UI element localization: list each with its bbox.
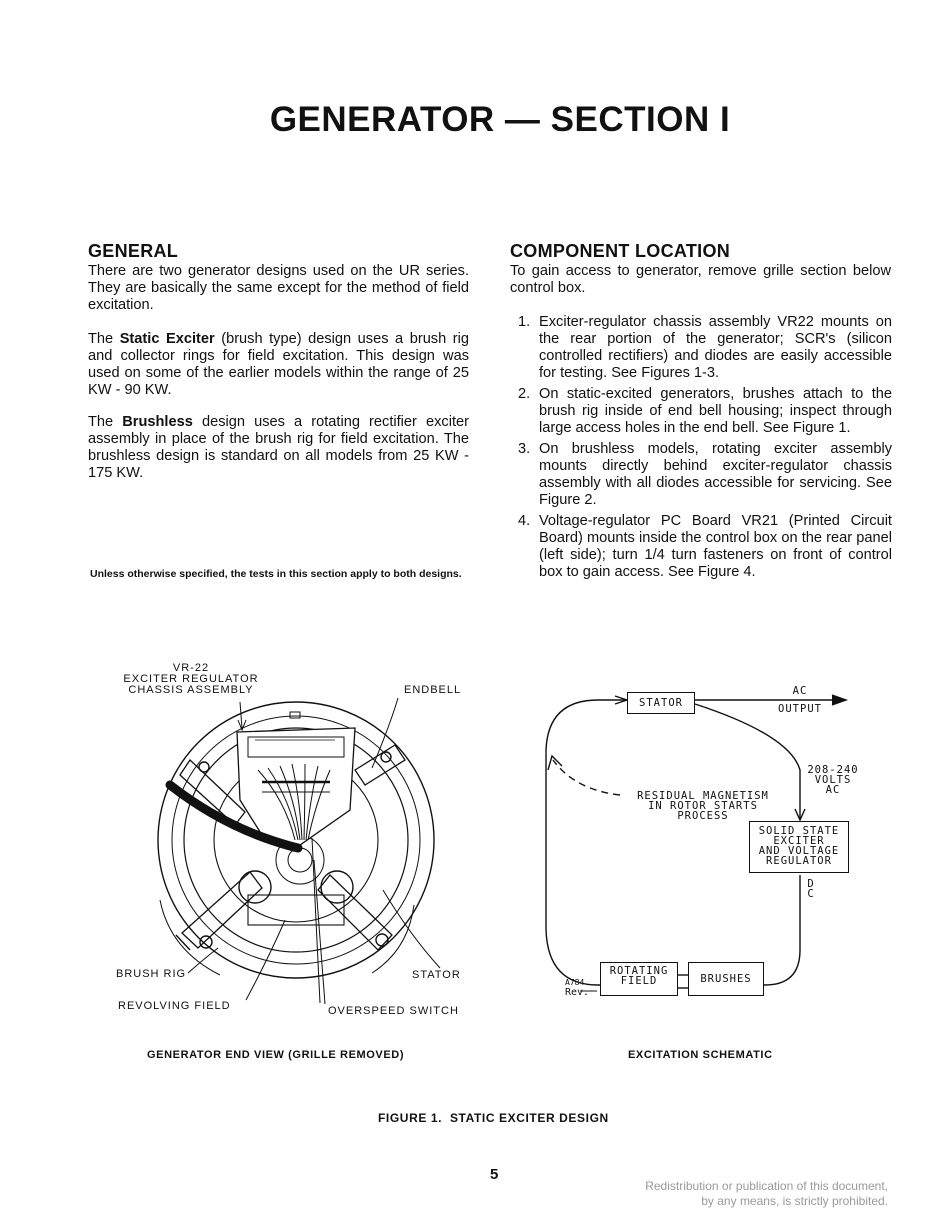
item-text: Voltage-regulator PC Board VR21 (Printed Circuit Board) mounts inside the control box on the rear panel (left side); turn 1/4 turn fasteners on front of control box to gain access. See Figure 4. [539, 513, 892, 580]
list-item [511, 441, 892, 509]
p2-prefix: The [88, 331, 120, 347]
p2-suffix: (brush type) design uses a brush rig and collector rings for field excitation. This design was used on some of the earlier models within the range of 25 KW - 90 KW. [88, 331, 469, 398]
vr22-label [116, 663, 266, 696]
list-item [511, 386, 892, 437]
component-location-intro: To gain access to generator, remove grille section below control box. [510, 263, 891, 296]
schematic-caption: EXCITATION SCHEMATIC [628, 1049, 773, 1061]
drawing-no: A784 [565, 978, 585, 987]
component-location-list [511, 314, 892, 585]
rotating-field-box [600, 962, 678, 996]
output-label: OUTPUT [778, 703, 822, 715]
volts-label [802, 765, 864, 795]
figure-caption: FIGURE 1. STATIC EXCITER DESIGN [378, 1111, 609, 1125]
volts-line3: AC [825, 784, 841, 796]
vr22-label-line3: CHASSIS ASSEMBLY [128, 684, 254, 696]
ac-label: AC [792, 685, 808, 697]
list-item [511, 513, 892, 581]
vr22-label-line2: EXCITER REGULATOR [123, 673, 259, 685]
page-title: GENERATOR — SECTION I [269, 100, 731, 139]
regulator-line3: AND VOLTAGE [758, 845, 840, 857]
list-item [511, 314, 892, 382]
p3-suffix: design uses a rotating rectifier exciter assembly in place of the brush rig for field excitation. The brushless design is standard on all models from 25 KW - 175 KW. [88, 414, 469, 481]
brushless-term: Brushless [122, 414, 193, 430]
dc-label [804, 879, 818, 899]
dc-line2: C [807, 888, 815, 900]
brushes-box: BRUSHES [688, 962, 764, 996]
volts-line2: VOLTS [814, 774, 852, 786]
vr22-label-line1: VR-22 [172, 662, 210, 674]
drawing-rev: Rev. [565, 987, 590, 998]
endbell-outer-ring [158, 702, 434, 978]
general-heading: GENERAL [88, 241, 179, 261]
tests-note: Unless otherwise specified, the tests in this section apply to both designs. [90, 568, 462, 580]
overspeed-switch-label: OVERSPEED SWITCH [328, 1005, 459, 1017]
revolving-field-label: REVOLVING FIELD [118, 1000, 231, 1012]
regulator-line1: SOLID STATE [758, 825, 840, 837]
item-text: Exciter-regulator chassis assembly VR22 mounts on the rear portion of the generator; SCR's (silicon controlled rectifiers) and diodes are easily accessible for testing. See Figures 1-3. [539, 314, 892, 381]
item-number: 1. [518, 314, 531, 330]
end-view-caption: GENERATOR END VIEW (GRILLE REMOVED) [147, 1049, 405, 1061]
endbell-label: ENDBELL [404, 684, 462, 696]
stator-label: STATOR [412, 969, 461, 981]
component-location-heading: COMPONENT LOCATION [510, 241, 731, 261]
rotating-line2: FIELD [620, 975, 658, 987]
p3-prefix: The [88, 414, 123, 430]
volts-line1: 208-240 [807, 764, 859, 776]
static-exciter-term: Static Exciter [119, 331, 215, 347]
general-paragraph-1: There are two generator designs used on the UR series. They are basically the same except for the method of field excitation. [88, 263, 469, 313]
residual-line2: IN ROTOR STARTS [648, 800, 758, 812]
rotating-line1: ROTATING [609, 965, 669, 977]
residual-line3: PROCESS [677, 810, 729, 822]
item-text: On static-excited generators, brushes attach to the brush rig inside of end bell housing; inspect through large access holes in the end bell. See Figure 1. [539, 386, 892, 436]
regulator-box [749, 821, 849, 873]
residual-magnetism-label [620, 791, 786, 821]
general-paragraph-2 [88, 331, 469, 399]
item-number: 2. [518, 386, 531, 402]
stator-box: STATOR [627, 692, 695, 714]
footer-line1: Redistribution or publication of this document, [645, 1179, 888, 1193]
page-number: 5 [490, 1166, 499, 1183]
ac-output-label [765, 686, 835, 714]
general-paragraph-3 [88, 414, 469, 482]
brush-rig-label: BRUSH RIG [116, 968, 187, 980]
drawing-number [565, 979, 589, 998]
item-text: On brushless models, rotating exciter assembly mounts directly behind exciter-regulator chassis assembly with all diodes accessible for servicing. See Figure 2. [539, 441, 892, 508]
item-number: 3. [518, 441, 531, 457]
footer-line2: by any means, is strictly prohibited. [701, 1194, 888, 1208]
regulator-line4: REGULATOR [766, 855, 832, 867]
residual-line1: RESIDUAL MAGNETISM [637, 790, 769, 802]
dc-line1: D [807, 878, 815, 890]
regulator-line2: EXCITER [773, 835, 825, 847]
item-number: 4. [518, 513, 531, 529]
copyright-footer [580, 1179, 888, 1209]
